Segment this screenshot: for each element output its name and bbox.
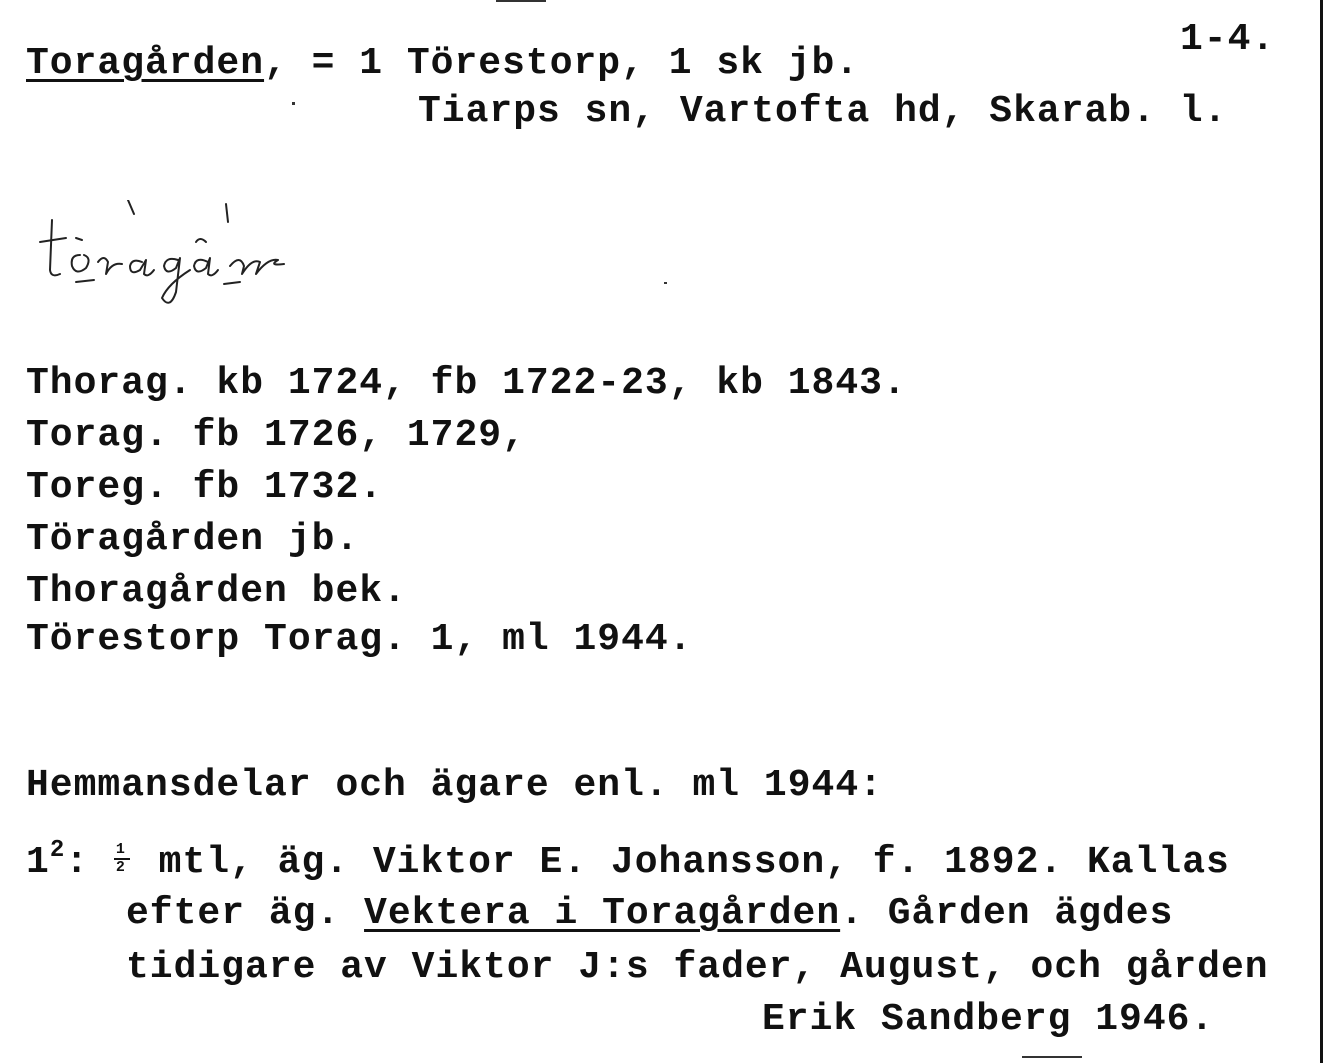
spelling-line-2: Torag. fb 1726, 1729, xyxy=(26,414,526,457)
header-line-2: Tiarps sn, Vartofta hd, Skarab. l. xyxy=(418,90,1228,133)
card-right-border xyxy=(1320,0,1323,1063)
scan-speck xyxy=(496,0,546,2)
owner-entry-line-3: tidigare av Viktor J:s fader, August, och gården xyxy=(126,946,1269,989)
scan-speck xyxy=(664,282,667,284)
card-number: 1-4. xyxy=(1180,18,1276,61)
nickname: Vektera i Toragården xyxy=(364,892,841,935)
owners-heading: Hemmansdelar och ägare enl. ml 1944: xyxy=(26,764,883,807)
fraction-half: $\frac{1}{2}$ xyxy=(113,842,131,876)
header-line-1-rest: , = 1 Törestorp, 1 sk jb. xyxy=(264,42,860,85)
spelling-line-3: Toreg. fb 1732. xyxy=(26,466,384,509)
header-line-1 xyxy=(26,44,859,84)
spelling-line-4: Töragården jb. xyxy=(26,518,360,561)
signature: Erik Sandberg 1946. xyxy=(762,998,1215,1041)
entry-label: $1^2$: xyxy=(26,837,90,884)
spelling-line-6: Törestorp Torag. 1, ml 1944. xyxy=(26,618,693,661)
owner-entry-line-2: efter äg. Vektera i Toragården. Gården ägdes xyxy=(126,892,1174,935)
handwritten-name xyxy=(30,200,450,320)
owner-entry-line-1: $1^2$: $\frac{1}{2}$ mtl, äg. Viktor E. Johansson, f. 1892. Kallas xyxy=(26,837,1230,884)
scan-speck xyxy=(292,102,295,105)
spelling-line-5: Thoragården bek. xyxy=(26,570,407,613)
scan-speck xyxy=(1022,1056,1082,1058)
place-name: Toragården xyxy=(26,42,265,85)
spelling-line-1: Thorag. kb 1724, fb 1722-23, kb 1843. xyxy=(26,362,907,405)
